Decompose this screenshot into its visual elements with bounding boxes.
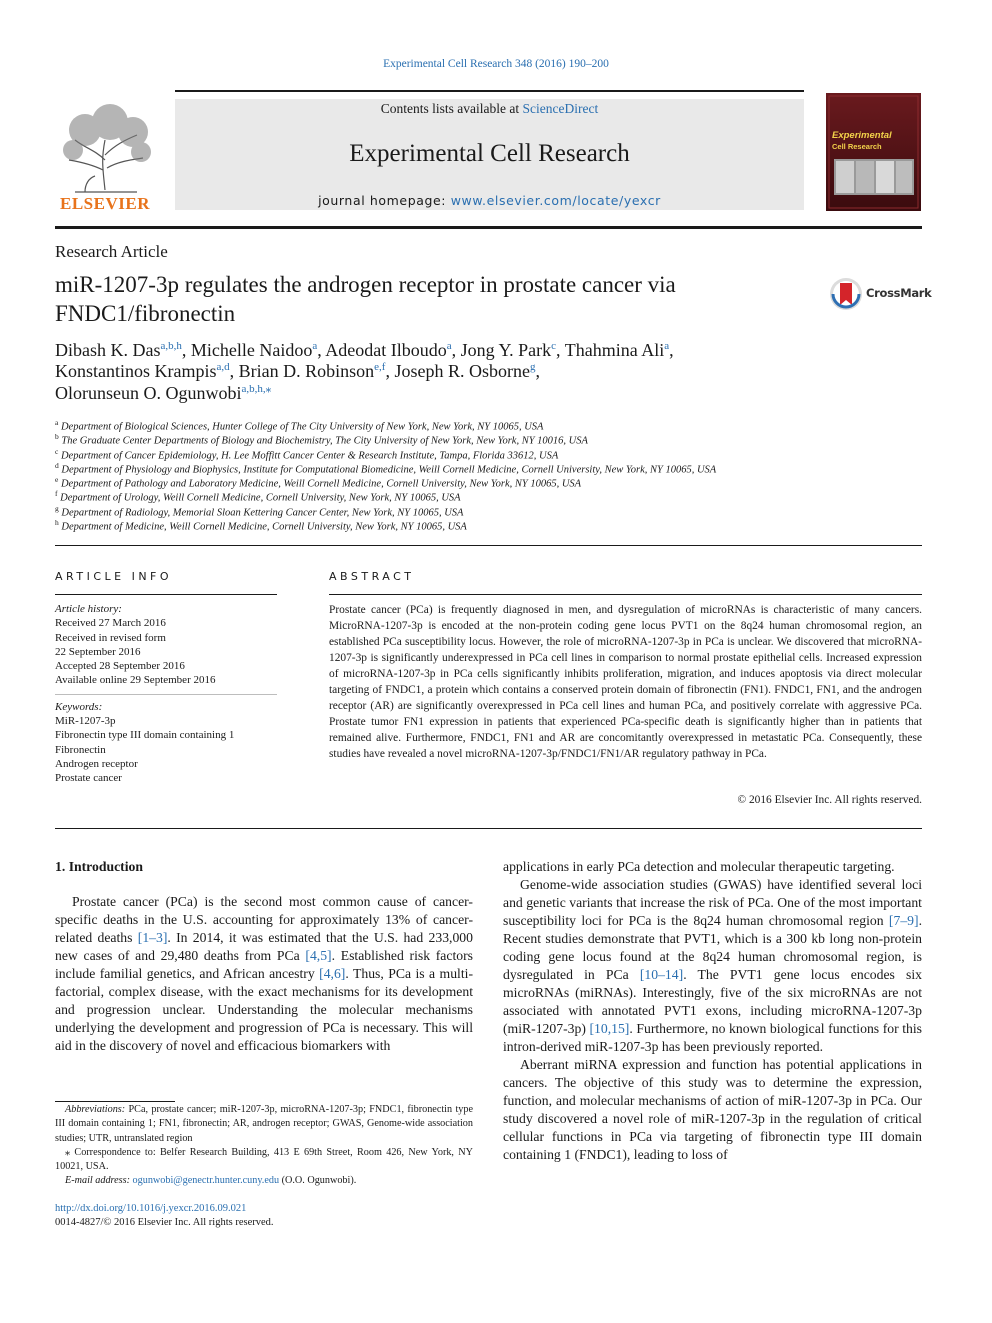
- email-suffix: (O.O. Ogunwobi).: [279, 1175, 357, 1187]
- article-type: Research Article: [55, 242, 168, 261]
- author-name: Adeodat Ilboudo: [325, 340, 447, 360]
- journal-homepage-line: [175, 193, 804, 208]
- author-affil-marks[interactable]: a: [312, 340, 318, 352]
- intro-paragraph: [55, 893, 473, 1055]
- citation-ref-link[interactable]: [1–3]: [137, 930, 168, 945]
- affiliation-text: Department of Radiology, Memorial Sloan Kettering Cancer Center, New York, NY 10065, USA: [61, 507, 464, 519]
- email-link[interactable]: ogunwobi@genectr.hunter.cuny.edu: [132, 1175, 280, 1187]
- author-affil-marks[interactable]: a: [446, 340, 452, 352]
- affiliation-key: e: [55, 475, 59, 485]
- keyword-item: MiR-1207-3p: [55, 715, 116, 728]
- author-separator: ,: [385, 361, 395, 381]
- body-text: Prostate cancer (PCa) is the second most common cause of cancer-specific deaths in the U.S. accounting for approximately 13% of cancer-related deaths: [55, 894, 473, 945]
- contents-available-line: [175, 101, 804, 117]
- affiliation-key: a: [55, 418, 59, 427]
- history-label: Article history:: [55, 603, 122, 615]
- citation-ref-link[interactable]: [10,15]: [589, 1021, 630, 1036]
- author-separator: ,: [317, 340, 326, 360]
- citation-ref-link[interactable]: [4,5]: [305, 948, 332, 963]
- journal-cover-image: [826, 93, 921, 211]
- section-divider: [55, 828, 922, 829]
- doi-block: [55, 1202, 274, 1231]
- intro-paragraph: applications in early PCa detection and molecular therapeutic targeting.: [503, 859, 895, 874]
- keywords-label: Keywords:: [55, 700, 103, 713]
- affiliation-item: [55, 430, 935, 447]
- affiliation-key: d: [55, 460, 59, 470]
- abbreviations-text: PCa, prostate cancer; miR-1207-3p, microRNA-1207-3p; FNDC1, fibronectin type III domain containing 1; FN1, fibronectin; AR, androgen receptor; GWAS, Genome-wide association studies; UTR, untranslated region: [55, 1104, 473, 1144]
- keyword-item: Fibronectin type III domain containing 1: [55, 729, 235, 742]
- affiliation-text: Department of Physiology and Biophysics, Institute for Computational Biomedicine, Weill Cornell Medicine, Cornell University, New York, NY 10065, USA: [61, 464, 717, 476]
- affiliation-text: Department of Urology, Weill Cornell Medicine, Cornell University, New York, NY 10065, USA: [60, 492, 461, 504]
- affiliation-text: Department of Cancer Epidemiology, H. Lee Moffitt Cancer Center & Research Institute, Tampa, Florida 33612, USA: [60, 450, 559, 462]
- author-list-line-1: [55, 340, 674, 361]
- article-info-rule: [55, 594, 277, 595]
- homepage-prefix: journal homepage:: [318, 193, 447, 208]
- body-text: . The PVT1 gene locus encodes six microRNAs (miRNAs). Interestingly, five of the six microRNAs are not associated with annotated PVT1 exons, including microRNA-1207-3p (miR-1207-3p): [503, 967, 922, 1036]
- author-name: Dibash K. Das: [55, 340, 161, 360]
- author-separator: ,: [229, 361, 239, 381]
- introduction-heading: 1. Introduction: [55, 859, 143, 874]
- header-bottom-rule: [55, 226, 922, 229]
- author-affil-marks[interactable]: g: [529, 361, 536, 373]
- citation-ref-link[interactable]: [7–9]: [888, 913, 919, 928]
- email-label: E-mail address:: [65, 1175, 130, 1187]
- affiliation-text: The Graduate Center Departments of Biology and Biochemistry, The City University of New York, New York, NY 10016, USA: [61, 435, 588, 447]
- elsevier-wordmark: ELSEVIER: [60, 194, 150, 213]
- affiliation-text: Department of Medicine, Weill Cornell Medicine, Cornell University, New York, NY 10065, USA: [61, 521, 467, 533]
- body-text: Genome-wide association studies (GWAS) have identified several loci and genetic variants that increase the risk of PCa. One of the most important susceptibility loci for PCa is the 8q24 human chromosomal region: [503, 877, 922, 928]
- keywords-divider: [55, 694, 277, 695]
- author-name: Brian D. Robinson: [238, 361, 375, 381]
- author-separator: ,: [556, 340, 565, 360]
- journal-citation[interactable]: Experimental Cell Research 348 (2016) 190–200: [383, 58, 609, 70]
- history-item: Accepted 28 September 2016: [55, 660, 185, 673]
- homepage-link[interactable]: www.elsevier.com/locate/yexcr: [450, 193, 661, 208]
- citation-ref-link[interactable]: [10–14]: [639, 967, 684, 982]
- article-info-heading: ARTICLE INFO: [55, 570, 173, 583]
- abbreviations-footnote: [55, 1103, 473, 1146]
- history-item: Received in revised form: [55, 631, 166, 644]
- journal-title: Experimental Cell Research: [349, 140, 630, 167]
- author-name: Konstantinos Krampis: [55, 361, 217, 381]
- author-name: Thahmina Ali: [564, 340, 665, 360]
- affiliation-key: f: [55, 489, 58, 499]
- affiliation-item: [55, 502, 935, 519]
- history-item: Available online 29 September 2016: [55, 674, 216, 687]
- affiliation-text: Department of Biological Sciences, Hunter College of The City University of New York, New York, NY 10065, USA: [60, 421, 544, 433]
- author-name: Joseph R. Osborne: [394, 361, 530, 381]
- history-item: Received 27 March 2016: [55, 617, 166, 630]
- author-affil-marks[interactable]: a,b,h: [160, 340, 182, 352]
- author-affil-marks[interactable]: a: [664, 340, 670, 352]
- body-text: . Recent studies demonstrate that PVT1, which is a 300 kb long non-protein coding gene locus found at the 8q24 human chromosomal region, is dysregulated in PCa: [503, 913, 922, 982]
- author-separator: ,: [181, 340, 191, 360]
- issn-line: 0014-4827/© 2016 Elsevier Inc. All rights reserved.: [55, 1217, 274, 1229]
- affiliation-item: [55, 473, 935, 490]
- affiliation-item: [55, 416, 935, 433]
- cover-title-line1: Experimental: [832, 130, 892, 141]
- author-separator: ,: [451, 340, 461, 360]
- keyword-item: Androgen receptor: [55, 757, 138, 770]
- history-item: 22 September 2016: [55, 645, 141, 658]
- body-text: . In 2014, it was estimated that the U.S. had 233,000 new cases of and 29,480 deaths from PCa: [55, 930, 473, 963]
- author-separator: ,: [535, 361, 540, 381]
- doi-link[interactable]: http://dx.doi.org/10.1016/j.yexcr.2016.09.021: [55, 1203, 247, 1214]
- header-top-rule: [175, 90, 804, 92]
- body-text: . Thus, PCa is a multi-factorial, complex disease, with the exact mechanisms for its development and progression unclear. Understanding the molecular mechanisms underlying the development and progression of PCa is necessary. This will aid in the discovery of novel and efficacious biomarkers with: [55, 966, 473, 1053]
- affiliation-item: [55, 459, 935, 476]
- article-title: miR-1207-3p regulates the androgen receptor in prostate cancer via FNDC1/fibronectin: [55, 272, 676, 326]
- affiliation-item: [55, 516, 935, 533]
- body-text: . Established risk factors include familial genetics, and African ancestry: [55, 948, 473, 981]
- author-list-line-3: [55, 382, 271, 404]
- affiliation-key: b: [55, 432, 59, 442]
- affiliation-item: [55, 445, 935, 462]
- affiliation-key: h: [55, 518, 59, 528]
- abstract-body: Prostate cancer (PCa) is frequently diagnosed in men, and dysregulation of microRNAs is characteristic of many cancers. MicroRNA-1207-3p is encoded at the non-protein coding gene locus PVT1 on the 8q24 human chromosomal region, an established PCa susceptibility locus. However, the role of microRNA-1207-3p in PCa is unclear. We discovered that microRNA-1207-3p is significantly underexpressed in PCa cell lines in comparison to normal prostate epithelial cells. Increased expression of microRNA-1207-3p in PCa cells significantly inhibits proliferation, migration, and induces apoptosis via direct molecular targeting of FNDC1, a protein which contains a conserved protein domain of fibronectin (FN1). FNDC1, FN1, and the androgen receptor (AR) are significantly overexpressed in PCa cell lines and human PCa, and positively correlate with aggressive PCa. Prostate tumor FN1 expression in patients that experienced PCa-specific death is significantly higher than in patients that remained alive. Furthermore, FNDC1, FN1 and AR are concomitantly overexpressed in metastatic PCa. Consequently, these studies have revealed a novel microRNA-1207-3p/FNDC1/FN1/AR regulatory pathway in PCa.: [329, 604, 922, 760]
- citation-ref-link[interactable]: [4,6]: [319, 966, 346, 981]
- author-affil-marks[interactable]: c: [551, 340, 557, 352]
- abstract-rule: [329, 594, 922, 595]
- abstract-copyright: © 2016 Elsevier Inc. All rights reserved.: [737, 794, 922, 806]
- email-footnote: [55, 1174, 473, 1188]
- intro-paragraph: Aberrant miRNA expression and function has potential applications in cancers. The objective of this study was to determine the expression, function, and molecular mechanisms of action of miR-1207-3p in PCa. Our study discovered a novel role of miR-1207-3p in the regulation of critical cellular functions in PCa via targeting of fibronectin type III domain containing 1 (FNDC1), leading to loss of: [503, 1057, 922, 1162]
- crossmark-label[interactable]: CrossMark: [866, 286, 932, 300]
- affiliation-key: g: [55, 503, 59, 513]
- abstract-heading: ABSTRACT: [329, 570, 415, 583]
- author-name: Michelle Naidoo: [190, 340, 313, 360]
- author-name: Olorunseun O. Ogunwobi: [55, 383, 242, 403]
- section-divider: [55, 545, 922, 546]
- body-right-column: [503, 858, 922, 1164]
- footnote-rule: [55, 1101, 175, 1102]
- sciencedirect-link[interactable]: ScienceDirect: [522, 101, 599, 116]
- author-affil-marks[interactable]: a,d: [216, 361, 230, 373]
- author-separator: ,: [669, 340, 674, 360]
- affiliation-key: c: [55, 446, 59, 456]
- affiliations-list: [55, 416, 935, 533]
- affiliation-text: Department of Pathology and Laboratory Medicine, Weill Cornell Medicine, Cornell University, New York, NY 10065, USA: [60, 478, 582, 490]
- contents-prefix: Contents lists available at: [380, 101, 520, 116]
- keyword-item: Fibronectin: [55, 743, 106, 756]
- author-name: Jong Y. Park: [460, 340, 552, 360]
- author-list-line-2: [55, 361, 540, 382]
- cover-title-line2: Cell Research: [832, 142, 882, 151]
- correspondence-footnote: ⁎ Correspondence to: Belfer Research Building, 413 E 69th Street, Room 426, New York, NY 10021, USA.: [55, 1146, 473, 1173]
- author-affil-marks[interactable]: a,b,h,⁎: [241, 383, 272, 395]
- intro-paragraph: [503, 876, 922, 1056]
- author-affil-marks[interactable]: e,f: [374, 361, 386, 373]
- footnotes: [55, 1103, 473, 1189]
- keyword-item: Prostate cancer: [55, 772, 122, 785]
- body-text: . Furthermore, no known biological functions for this intron-derived miR-1207-3p has been previously reported.: [503, 1021, 923, 1054]
- abbreviations-label: Abbreviations:: [65, 1104, 126, 1115]
- body-left-column: [55, 893, 473, 1055]
